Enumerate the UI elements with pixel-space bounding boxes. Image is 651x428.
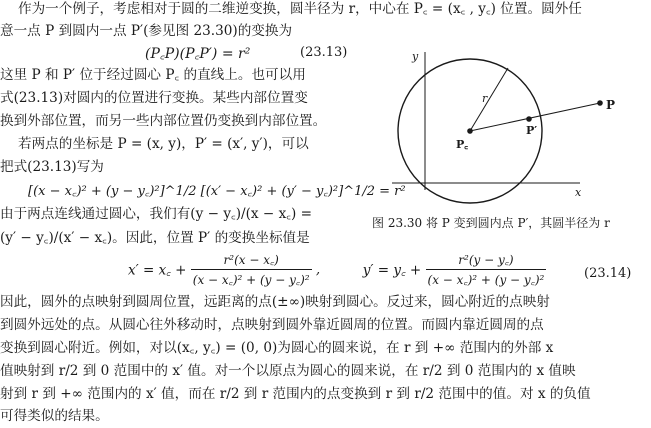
label-x: x — [575, 186, 582, 199]
text-line-10: 因此，圆外的点映射到圆周位置，远距离的点(±∞)映射到圆心。反过来，圆心附近的点映射 — [0, 294, 550, 310]
equation-number-23-14: (23.14) — [584, 266, 632, 281]
text-line-7: 把式(23.13)写为 — [0, 159, 104, 175]
text-line-6: 若两点的坐标是 P = (x, y)，P′ = (x′, y′)，可以 — [18, 136, 309, 152]
equation-comma: , — [315, 261, 321, 278]
text-line-2: 意一点 P 到圆内一点 P′(参见图 23.30)的变换为 — [0, 23, 293, 39]
equation-number-23-13: (23.13) — [300, 45, 348, 60]
text-line-15: 可得类似的结果。 — [0, 408, 109, 424]
text-line-4: 式(23.13)对圆内的位置进行变换。某些内部位置变 — [0, 90, 308, 106]
text-line-5: 换到外部位置，而另一些内部位置仍变换到内部位置。 — [0, 113, 327, 129]
xprime-lhs: x′ = x꜀ + — [128, 262, 187, 279]
label-r: r — [482, 92, 488, 105]
equation-23-14 — [128, 251, 546, 288]
label-p: P — [606, 98, 616, 112]
text-line-12: 变换到圆心附近。例如，对以(x꜀, y꜀) = (0, 0)为圆心的圆来说，在 r 到 +∞ 范围内的外部 x — [0, 340, 554, 356]
text-line-13: 值映射到 r/2 到 0 范围中的 x′ 值。对一个以原点为圆心的圆来说，在 r/2 到 0 范围内的 x 值映 — [0, 363, 576, 379]
point-pprime — [526, 116, 532, 122]
figure-23-30 — [370, 40, 635, 205]
label-y: y — [412, 50, 419, 63]
text-line-3: 这里 P 和 P′ 位于经过圆心 P꜀ 的直线上。也可以用 — [0, 67, 306, 83]
label-pprime: P′ — [526, 124, 538, 137]
text-line-1: 作为一个例子，考虑相对于圆的二维逆变换，圆半径为 r，中心在 P꜀ = (x꜀ , y꜀) 位置。圆外任 — [18, 1, 582, 17]
yprime-denominator: (x − x꜀)² + (y − y꜀)² — [426, 269, 547, 288]
text-line-14: 射到 r 到 +∞ 范围内的 x′ 值，而在 r/2 到 r 范围内的点变换到 r 到 r/2 范围中的值。对 x 的负值 — [0, 386, 591, 402]
figure-caption: 图 23.30 将 P 变到圆内点 P′，其圆半径为 r — [372, 216, 610, 230]
yprime-fraction — [426, 251, 547, 288]
text-line-11: 到圆外远处的点。从圆心往外移动时，点映射到圆外靠近圆周的位置。而圆内靠近圆周的点 — [0, 317, 544, 333]
equation-expanded: [(x − x꜀)² + (y − y꜀)²]^1/2 [(x′ − x꜀)² + (y′ − y꜀)²]^1/2 = r² — [28, 184, 406, 199]
yprime-lhs: y′ = y꜀ + — [362, 262, 422, 279]
point-p — [597, 100, 603, 106]
xprime-denominator: (x − x꜀)² + (y − y꜀)² — [191, 269, 312, 288]
xprime-numerator: r²(x − x꜀) — [223, 253, 279, 267]
label-pc: P꜀ — [456, 138, 469, 151]
yprime-numerator: r²(y − y꜀) — [458, 253, 514, 267]
point-pc — [467, 128, 473, 134]
xprime-fraction — [191, 251, 312, 288]
radius-line — [470, 68, 508, 131]
text-line-8: 由于两点连线通过圆心，我们有(y − y꜀)/(x − x꜀) = — [0, 206, 312, 222]
text-line-9: (y′ − y꜀)/(x′ − x꜀)。因此，位置 P′ 的变换坐标值是 — [0, 230, 310, 246]
equation-23-13: (P꜀P)(P꜀P′) = r² — [145, 46, 251, 62]
